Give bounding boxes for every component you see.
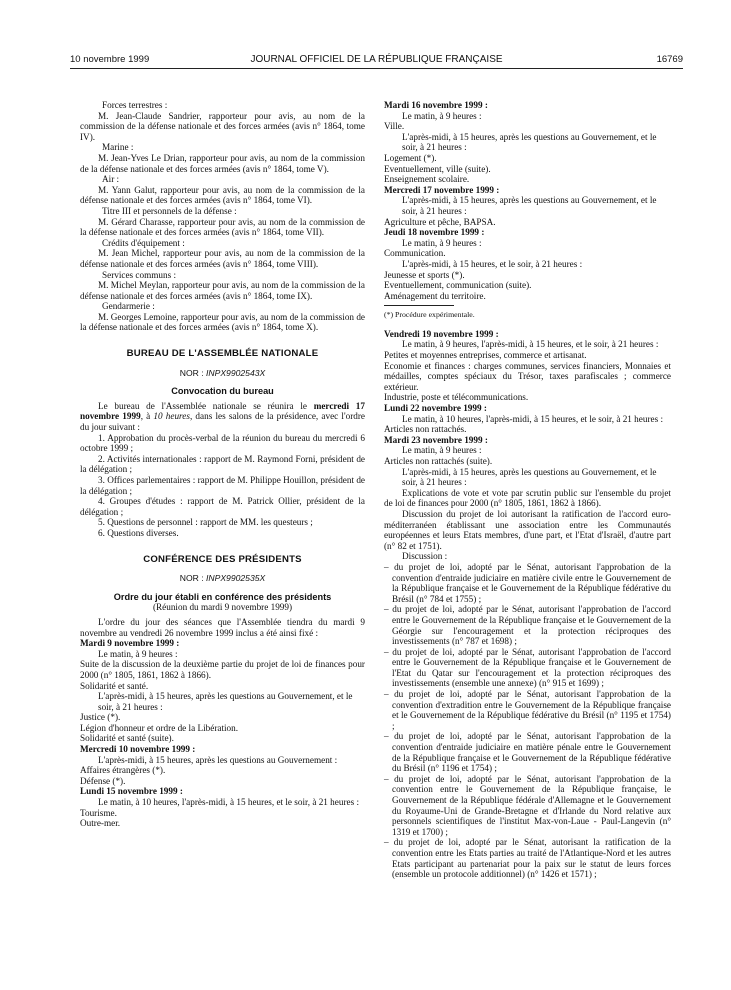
section-label: Marine :: [102, 142, 134, 153]
agenda-item: Eventuellement, ville (suite).: [384, 163, 491, 174]
paragraph: M. Gérard Charasse, rapporteur pour avis, au nom de la commission de la défense nationale et des forces armées (avis n° 1864, tome VII).: [80, 216, 365, 238]
paragraph: Discussion du projet de loi autorisant la ratification de l'accord euro-méditerranéen établissant une association entre les Communautés européennes et leurs Etats membres, d'une part, et l'Etat d'Israël, d'autre part (n° 82 et 1751).: [384, 508, 671, 551]
session-time: L'après-midi, à 15 heures, après les questions au Gouvernement, et le soir, à 21 heures :: [402, 131, 657, 153]
right-column: [384, 100, 671, 880]
agenda-item: Légion d'honneur et ordre de la Libération.: [80, 722, 239, 733]
header-rule: [70, 68, 683, 69]
section-label: Gendarmerie :: [102, 301, 155, 312]
section-label: Forces terrestres :: [102, 100, 168, 110]
agenda-item: Aménagement du territoire.: [384, 290, 486, 301]
agenda-item: Articles non rattachés.: [384, 424, 467, 435]
agenda-item: Affaires étrangères (*).: [80, 765, 166, 776]
paragraph: M. Yann Galut, rapporteur pour avis, au nom de la commission de la défense nationale et des forces armées (avis n° 1864, tome VI).: [80, 184, 365, 206]
date-heading: Mercredi 17 novembre 1999 :: [384, 184, 500, 195]
section-label: Crédits d'équipement :: [102, 237, 185, 248]
agenda-item: Communication.: [384, 248, 446, 259]
date-heading: Mercredi 10 novembre 1999 :: [80, 744, 196, 755]
session-time: Le matin, à 9 heures, l'après-midi, à 15 heures, et le soir, à 21 heures :: [402, 339, 659, 350]
list-item: 4. Groupes d'études : rapport de M. Patrick Ollier, président de la délégation ;: [80, 496, 365, 517]
agenda-item: Eventuellement, communication (suite).: [384, 280, 532, 291]
subheading-reunion: (Réunion du mardi 9 novembre 1999): [152, 602, 293, 613]
agenda-item: Jeunesse et sports (*).: [384, 269, 465, 280]
list-item: – du projet de loi, adopté par le Sénat, autorisant l'approbation de l'accord entre le Gouvernement de la République française et le Gouvernement de l'Etat du Qatar sur l'encouragement et la protection réciproques des investissements (ensemble une annexe) (n° 915 et 1699) ;: [384, 646, 671, 689]
date-heading: Vendredi 19 novembre 1999 :: [384, 328, 499, 339]
paragraph: M. Jean-Claude Sandrier, rapporteur pour avis, au nom de la commission de la défense nationale et des forces armées (avis n° 1864, tome IV).: [80, 110, 365, 142]
agenda-item: Outre-mer.: [80, 818, 121, 829]
agenda-item: Défense (*).: [80, 775, 126, 786]
list-item: – du projet de loi, adopté par le Sénat, autorisant la ratification de la convention entre les Etats parties au traité de l'Atlantique-Nord et les autres Etats participant au partenariat pour la paix sur le statut de leurs forces (ensemble un protocole additionnel) (n° 1426 et 1571) ;: [384, 837, 671, 880]
list-item: – du projet de loi, adopté par le Sénat, autorisant l'approbation de l'accord entre le Gouvernement de la République française et le Gouvernement de la Géorgie sur l'encouragement et la protection réciproques des investissements (n° 787 et 1698) ;: [384, 604, 671, 647]
agenda-item: Tourisme.: [80, 807, 117, 818]
list-item: – du projet de loi, adopté par le Sénat, autorisant l'approbation de la convention d'entraide judiciaire en matière civile entre le Gouvernement de la République française et le Gouvernement de la République fédérative du Brésil (n° 784 et 1755) ;: [384, 561, 671, 604]
left-column: [80, 100, 365, 829]
section-label: Air :: [102, 174, 120, 185]
nor-reference: NOR : INPX9902535X: [179, 573, 266, 584]
list-item: 1. Approbation du procès-verbal de la réunion du bureau du mercredi 6 octobre 1999 ;: [80, 432, 365, 454]
footnote-separator: [384, 305, 454, 306]
agenda-item: Enseignement scolaire.: [384, 174, 470, 185]
session-time: Le matin, à 10 heures, l'après-midi, à 15 heures, et le soir, à 21 heures :: [402, 413, 664, 424]
list-item: – du projet de loi, adopté par le Sénat, autorisant l'approbation de la convention entre le Gouvernement de la République française, le Gouvernement de la République fédérale d'Allemagne et le Gouvernement du Royaume-Uni de Grande-Bretagne et d'Irlande du Nord relative aux personnels scientifiques de l'institut Max-von-Laue - Paul-Langevin (n° 1319 et 1700) ;: [384, 773, 671, 837]
list-item: – du projet de loi, adopté par le Sénat, autorisant l'approbation de la convention d'extradition entre le Gouvernement de la République française et le Gouvernement de la République fédérative du Brésil (n° 1195 et 1754) ;: [384, 689, 671, 731]
agenda-item: Petites et moyennes entreprises, commerce et artisanat.: [384, 350, 587, 361]
session-time: L'après-midi, à 15 heures, après les questions au Gouvernement, et le soir, à 21 heures :: [402, 466, 657, 488]
agenda-item: Solidarité et santé (suite).: [80, 733, 174, 744]
heading-ordre-du-jour: Ordre du jour établi en conférence des présidents: [113, 591, 332, 602]
header-journal-title: JOURNAL OFFICIEL DE LA RÉPUBLIQUE FRANÇAISE: [250, 54, 503, 65]
section-label: Titre III et personnels de la défense :: [102, 205, 237, 216]
heading-convocation: Convocation du bureau: [171, 386, 274, 397]
agenda-item: Suite de la discussion de la deuxième partie du projet de loi de finances pour 2000 (n° 1805, 1861, 1862 à 1866).: [80, 659, 365, 680]
session-time: L'après-midi, à 15 heures, et le soir, à 21 heures :: [402, 258, 583, 269]
section-label: Services communs :: [102, 269, 176, 280]
date-heading: Jeudi 18 novembre 1999 :: [384, 227, 485, 238]
list-item: 5. Questions de personnel : rapport de MM. les questeurs ;: [98, 517, 313, 528]
agenda-item: Logement (*).: [384, 152, 437, 163]
agenda-item: Economie et finances : charges communes, services financiers, Monnaies et médailles, comptes spéciaux du Trésor, taxes parafiscales ; commerce extérieur.: [384, 360, 671, 392]
list-item: 3. Offices parlementaires : rapport de M. Philippe Houillon, président de la délégation ;: [80, 475, 365, 496]
paragraph: M. Jean Michel, rapporteur pour avis, au nom de la commission de la défense nationale et des forces armées (avis n° 1864, tome VIII).: [80, 248, 365, 269]
heading-bureau: BUREAU DE L'ASSEMBLÉE NATIONALE: [126, 348, 319, 360]
session-time: Le matin, à 9 heures :: [98, 648, 178, 659]
agenda-item: Articles non rattachés (suite).: [384, 456, 493, 466]
list-item: – du projet de loi, adopté par le Sénat, autorisant l'approbation de la convention d'entraide judiciaire en matière pénale entre le Gouvernement de la République française et le Gouvernement de la République fédérative du Brésil (n° 1196 et 1754) ;: [384, 731, 671, 774]
agenda-item: Ville.: [384, 121, 405, 132]
paragraph: Explications de vote et vote par scrutin public sur l'ensemble du projet de loi de finances pour 2000 (n° 1805, 1861, 1862 à 1866).: [384, 487, 671, 509]
session-time: Le matin, à 9 heures :: [402, 110, 482, 121]
list-item: 6. Questions diverses.: [98, 527, 179, 538]
agenda-item: Agriculture et pêche, BAPSA.: [384, 216, 496, 227]
session-time: L'après-midi, à 15 heures, après les questions au Gouvernement :: [98, 754, 338, 765]
list-item: 2. Activités internationales : rapport de M. Raymond Forni, président de la délégation ;: [80, 453, 365, 475]
agenda-item: Solidarité et santé.: [80, 680, 149, 691]
session-time: Le matin, à 10 heures, l'après-midi, à 15 heures, et le soir, à 21 heures :: [98, 797, 360, 808]
date-heading: Mardi 23 novembre 1999 :: [384, 434, 488, 445]
heading-conference: CONFÉRENCE DES PRÉSIDENTS: [143, 553, 302, 565]
agenda-item: Justice (*).: [80, 712, 121, 723]
agenda-item: Industrie, poste et télécommunications.: [384, 392, 529, 403]
session-time: L'après-midi, à 15 heures, après les questions au Gouvernement, et le soir, à 21 heures :: [98, 691, 353, 712]
paragraph-convocation: Le bureau de l'Assemblée nationale se réunira le mercredi 17 novembre 1999, à 10 heures, dans les salons de la présidence, avec l'ordre du jour suivant :: [80, 400, 365, 433]
date-heading: Lundi 22 novembre 1999 :: [384, 403, 487, 414]
date-heading: Mardi 9 novembre 1999 :: [80, 638, 180, 649]
date-heading: Mardi 16 novembre 1999 :: [384, 100, 488, 110]
session-time: L'après-midi, à 15 heures, après les questions au Gouvernement, et le soir, à 21 heures :: [402, 195, 657, 216]
footnote: (*) Procédure expérimentale.: [384, 310, 475, 320]
paragraph: M. Michel Meylan, rapporteur pour avis, au nom de la commission de la défense nationale et des forces armées (avis n° 1864, tome IX).: [80, 280, 365, 301]
date-heading: Lundi 15 novembre 1999 :: [80, 786, 183, 797]
paragraph: M. Georges Lemoine, rapporteur pour avis, au nom de la commission de la défense nationale et des forces armées (avis n° 1864, tome X).: [80, 311, 365, 333]
page-header: [70, 54, 683, 68]
header-page-number: 16769: [656, 54, 683, 65]
paragraph: M. Jean-Yves Le Drian, rapporteur pour avis, au nom de la commission de la défense nationale et des forces armées (avis n° 1864, tome V).: [80, 152, 365, 174]
session-time: Le matin, à 9 heures :: [402, 237, 482, 248]
header-date: 10 novembre 1999: [70, 54, 150, 65]
paragraph: Discussion :: [402, 551, 448, 562]
paragraph: L'ordre du jour des séances que l'Assemblée tiendra du mardi 9 novembre au vendredi 26 novembre 1999 inclus a été ainsi fixé :: [80, 616, 365, 638]
session-time: Le matin, à 9 heures :: [402, 445, 482, 456]
nor-reference: NOR : INPX9902543X: [179, 367, 266, 378]
